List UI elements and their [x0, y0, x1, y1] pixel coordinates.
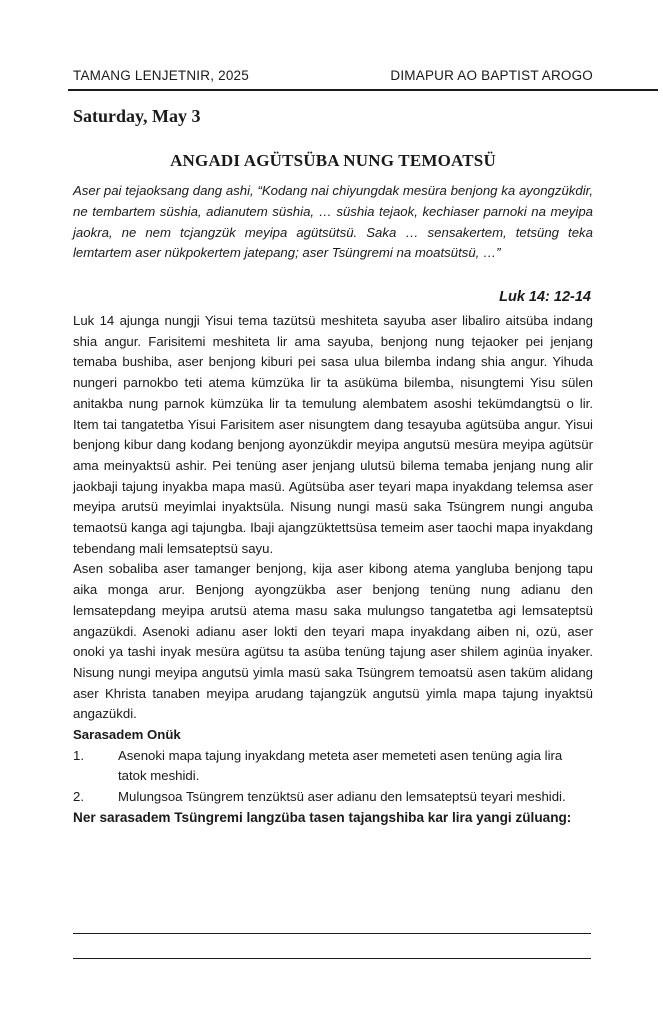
- reflection-heading: Sarasadem Onük: [73, 727, 181, 743]
- list-item-text: Mulungsoa Tsüngrem tenzüktsü aser adianu den lemsateptsü teyari meshidi.: [118, 789, 566, 805]
- page-title: ANGADI AGÜTSÜBA NUNG TEMOATSÜ: [170, 151, 496, 170]
- scripture-reference: Luk 14: 12-14: [499, 289, 591, 305]
- date-heading: Saturday, May 3: [73, 106, 201, 126]
- header-organization: DIMAPUR AO BAPTIST AROGO: [390, 68, 593, 83]
- scripture-verse: Aser pai tejaoksang dang ashi, “Kodang nai chiyungdak mesüra benjong ka ayongzükdir, ne tembartem süshia, adianutem süshia, … süshia tejaok, kechiaser parnoki na meyipa jaokra, ne nem tcjangzük meyipa agütsütsü. Saka … sensakertem, tetsüng teka lemtartem aser nükpokertem jatepang; aser Tsüngremi na moatsütsü, …”: [73, 183, 593, 261]
- list-item: [73, 787, 593, 808]
- header-rule: [68, 89, 658, 91]
- paragraph-1: Luk 14 ajunga nungji Yisui tema tazütsü meshiteta sayuba aser libaliro aitsüba indang shia angur. Farisitemi meshiteta lir ama sayuba, benjong nung tejaoker pei jenjang temaba bushiba, aser benjong kiburi pei sasa ulua bilemba indang shia angur. Yihuda nungeri parnokbo teti atema kümzüka lir ta asüküma bilemba, nisungtemi Yisu sülen anitakba nung parnok kümzüka lir ta temulung alembatem asoshi tekümdangtsü o lir. Item tai tangatetba Yisui Farisitem aser nisungtem dang tesayuba agütsüba angur. Yisui benjong kibur dang kodang benjong ayonzükdir meyipa angutsü mesüra meyipa agütsür ama meinyaktsü ashir. Pei tenüng aser jenjang ulutsü bilema temaba jenjang nung alir jaokbaji tajung inyakba mapa masü. Agütsüba aser teyari mapa inyakdang telemsa aser meyipa arutsü meyimlai inyaktsüla. Nisung nungi masü saka Tsüngrem nungi anguba temaotsü kanga agi tajungba. Ibaji ajangzüktettsüsa temeim aser taochi mapa inyakdang tebendang mali lemsateptsü sayu.: [73, 313, 593, 556]
- reflection-list: [73, 746, 593, 808]
- answer-line-1[interactable]: [73, 933, 591, 934]
- running-header: [73, 68, 593, 83]
- devotional-body: [73, 311, 593, 829]
- list-item-number: 1.: [73, 747, 84, 763]
- header-publication: TAMANG LENJETNIR, 2025: [73, 68, 249, 83]
- list-item: [73, 746, 593, 787]
- answer-line-2[interactable]: [73, 958, 591, 959]
- writing-prompt: Ner sarasadem Tsüngremi langzüba tasen tajangshiba kar lira yangi züluang:: [73, 809, 572, 825]
- list-item-number: 2.: [73, 789, 84, 805]
- paragraph-2: Asen sobaliba aser tamanger benjong, kija aser kibong atema yangluba benjong tapu aika monga arur. Benjong ayongzükba aser benjong tenüng nung adianu den lemsatepdang meyipa arutsü atema masu saka mulungso tangatetba agi lemsateptsü angazükdi. Asenoki adianu aser lokti den teyari mapa inyakdang aiben ni, ozü, aser onoki ya tashi inyak mesüra agütsu ta asüba tenüng tajung aser shilem aginüa inyaker. Nisung nungi meyipa angutsü yimla masü saka Tsüngrem temoatsü asen taküm alidang aser Khrista tanaben meyipa arudang tajangzük angutsü yimla mapa tajung inyaktsü angazükdi.: [73, 561, 593, 722]
- list-item-text: Asenoki mapa tajung inyakdang meteta aser memeteti asen tenüng agia lira tatok meshidi.: [118, 747, 563, 784]
